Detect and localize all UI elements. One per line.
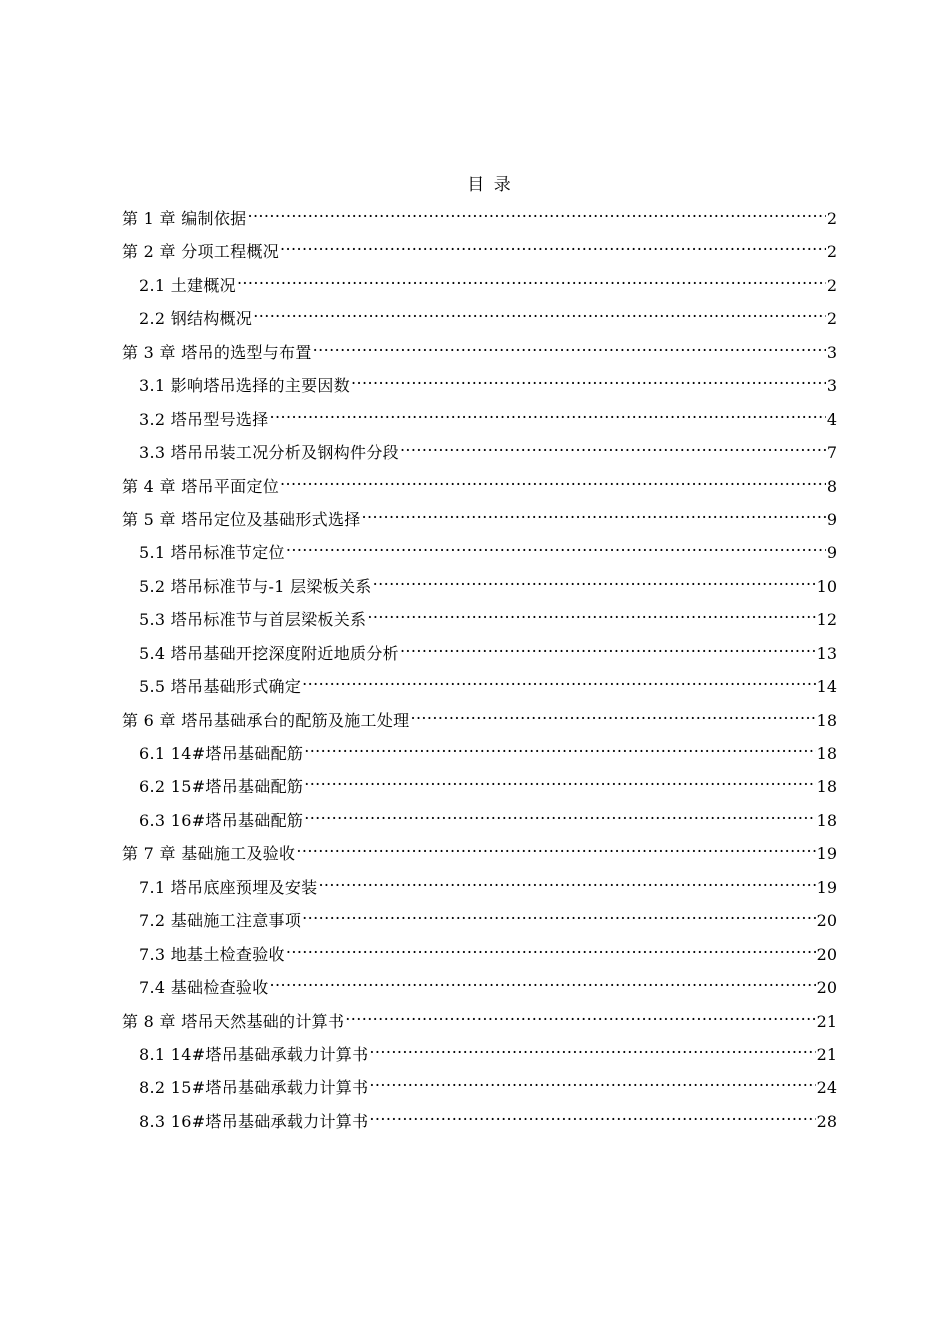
toc-section-entry[interactable] <box>122 668 837 701</box>
toc-page-number: 18 <box>816 777 837 797</box>
toc-entry-label: 8.3 16#塔吊基础承载力计算书 <box>139 1111 369 1131</box>
toc-section-entry[interactable] <box>122 735 837 768</box>
toc-dot-leader <box>302 902 816 926</box>
toc-dot-leader <box>280 468 826 492</box>
toc-page-number: 2 <box>826 242 837 262</box>
toc-entry-label: 5.3 塔吊标准节与首层梁板关系 <box>139 610 367 630</box>
toc-dot-leader <box>345 1003 815 1027</box>
toc-dot-leader <box>286 534 826 558</box>
toc-dot-leader <box>304 768 815 792</box>
toc-entry-label: 第 1 章 编制依据 <box>122 209 247 228</box>
toc-dot-leader <box>351 367 826 391</box>
toc-entry-label: 7.3 地基土检查验收 <box>139 944 285 964</box>
toc-chapter-entry[interactable] <box>122 1003 837 1036</box>
toc-entry-label: 6.3 16#塔吊基础配筋 <box>139 810 304 830</box>
toc-entry-label: 3.3 塔吊吊装工况分析及钢构件分段 <box>139 443 399 463</box>
toc-dot-leader <box>318 869 815 893</box>
toc-section-entry[interactable] <box>122 1036 837 1069</box>
toc-entry-label: 第 8 章 塔吊天然基础的计算书 <box>122 1011 345 1031</box>
toc-page-number: 18 <box>816 710 837 730</box>
toc-entry-label: 第 2 章 分项工程概况 <box>122 242 280 262</box>
toc-section-entry[interactable] <box>122 969 837 1002</box>
toc-section-entry[interactable] <box>122 802 837 835</box>
toc-page-number: 7 <box>826 443 837 463</box>
toc-title: 目 录 <box>467 175 513 195</box>
toc-page-number: 9 <box>826 543 837 563</box>
toc-section-entry[interactable] <box>122 401 837 434</box>
toc-entry-label: 7.1 塔吊底座预埋及安装 <box>139 877 318 897</box>
toc-page-number: 18 <box>816 810 837 830</box>
toc-page-number: 20 <box>816 911 837 931</box>
toc-dot-leader <box>313 334 826 358</box>
toc-entry-label: 5.4 塔吊基础开挖深度附近地质分析 <box>139 643 399 663</box>
toc-section-entry[interactable] <box>122 267 837 300</box>
toc-dot-leader <box>373 568 816 592</box>
toc-page-number: 12 <box>816 610 837 630</box>
toc-section-entry[interactable] <box>122 601 837 634</box>
toc-section-entry[interactable] <box>122 1103 837 1136</box>
toc-page-number: 21 <box>816 1044 837 1064</box>
toc-section-entry[interactable] <box>122 768 837 801</box>
toc-page-number: 3 <box>826 342 837 362</box>
toc-dot-leader <box>369 1069 815 1093</box>
toc-dot-leader <box>304 802 815 826</box>
toc-entry-label: 2.2 钢结构概况 <box>139 309 253 329</box>
toc-dot-leader <box>369 1103 815 1127</box>
toc-chapter-entry[interactable] <box>122 200 837 233</box>
toc-page-number: 24 <box>816 1078 837 1098</box>
toc-chapter-entry[interactable] <box>122 334 837 367</box>
toc-dot-leader <box>362 501 826 525</box>
toc-chapter-entry[interactable] <box>122 468 837 501</box>
toc-page-number: 2 <box>826 309 837 329</box>
toc-section-entry[interactable] <box>122 869 837 902</box>
toc-entry-label: 第 7 章 基础施工及验收 <box>122 844 296 864</box>
toc-dot-leader <box>400 635 816 659</box>
toc-dot-leader <box>270 969 816 993</box>
toc-page-number: 2 <box>826 209 837 228</box>
toc-dot-leader <box>270 401 826 425</box>
toc-dot-leader <box>400 434 826 458</box>
toc-page-number: 8 <box>826 476 837 496</box>
toc-dot-leader <box>280 233 826 257</box>
toc-entry-label: 7.4 基础检查验收 <box>139 978 269 998</box>
toc-page-number: 9 <box>826 509 837 529</box>
toc-section-entry[interactable] <box>122 1069 837 1102</box>
toc-entry-label: 5.2 塔吊标准节与-1 层梁板关系 <box>139 576 372 596</box>
toc-entry-label: 5.5 塔吊基础形式确定 <box>139 677 302 697</box>
toc-entry-label: 2.1 土建概况 <box>139 275 236 295</box>
toc-dot-leader <box>410 702 815 726</box>
toc-entry-label: 8.2 15#塔吊基础承载力计算书 <box>139 1078 369 1098</box>
toc-page-number: 19 <box>816 877 837 897</box>
toc-section-entry[interactable] <box>122 534 837 567</box>
toc-dot-leader <box>302 668 816 692</box>
toc-page-number: 19 <box>816 844 837 864</box>
toc-entry-label: 第 4 章 塔吊平面定位 <box>122 476 280 496</box>
toc-entry-label: 3.1 影响塔吊选择的主要因数 <box>139 376 351 396</box>
toc-entry-label: 第 6 章 塔吊基础承台的配筋及施工处理 <box>122 710 410 730</box>
toc-page-number: 13 <box>816 643 837 663</box>
toc-dot-leader <box>369 1036 815 1060</box>
toc-section-entry[interactable] <box>122 635 837 668</box>
toc-section-entry[interactable] <box>122 568 837 601</box>
toc-chapter-entry[interactable] <box>122 233 837 266</box>
toc-entry-label: 第 5 章 塔吊定位及基础形式选择 <box>122 509 361 529</box>
toc-dot-leader <box>237 267 826 291</box>
toc-page-number: 21 <box>816 1011 837 1031</box>
toc-page-number: 20 <box>816 944 837 964</box>
toc-page-number: 2 <box>826 275 837 295</box>
toc-section-entry[interactable] <box>122 902 837 935</box>
toc-page-number: 18 <box>816 744 837 763</box>
toc-chapter-entry[interactable] <box>122 702 837 735</box>
toc-section-entry[interactable] <box>122 936 837 969</box>
toc-chapter-entry[interactable] <box>122 835 837 868</box>
toc-page-number: 14 <box>816 677 837 697</box>
toc-dot-leader <box>286 936 816 960</box>
toc-section-entry[interactable] <box>122 367 837 400</box>
toc-entry-label: 6.1 14#塔吊基础配筋 <box>139 744 304 763</box>
toc-page-number: 20 <box>816 978 837 998</box>
toc-entry-label: 7.2 基础施工注意事项 <box>139 911 302 931</box>
table-of-contents <box>122 200 837 1136</box>
toc-page-number: 28 <box>816 1111 837 1131</box>
toc-dot-leader <box>304 735 815 759</box>
toc-dot-leader <box>296 835 815 859</box>
toc-entry-label: 5.1 塔吊标准节定位 <box>139 543 285 563</box>
toc-section-entry[interactable] <box>122 434 837 467</box>
toc-section-entry[interactable] <box>122 300 837 333</box>
toc-page-number: 3 <box>826 376 837 396</box>
toc-entry-label: 第 3 章 塔吊的选型与布置 <box>122 342 312 362</box>
toc-dot-leader <box>247 200 825 224</box>
toc-dot-leader <box>367 601 815 625</box>
toc-page-number: 4 <box>826 409 837 429</box>
toc-entry-label: 3.2 塔吊型号选择 <box>139 409 269 429</box>
toc-page-number: 10 <box>816 576 837 596</box>
toc-entry-label: 6.2 15#塔吊基础配筋 <box>139 777 304 797</box>
toc-dot-leader <box>253 300 826 324</box>
toc-entry-label: 8.1 14#塔吊基础承载力计算书 <box>139 1044 369 1064</box>
toc-chapter-entry[interactable] <box>122 501 837 534</box>
